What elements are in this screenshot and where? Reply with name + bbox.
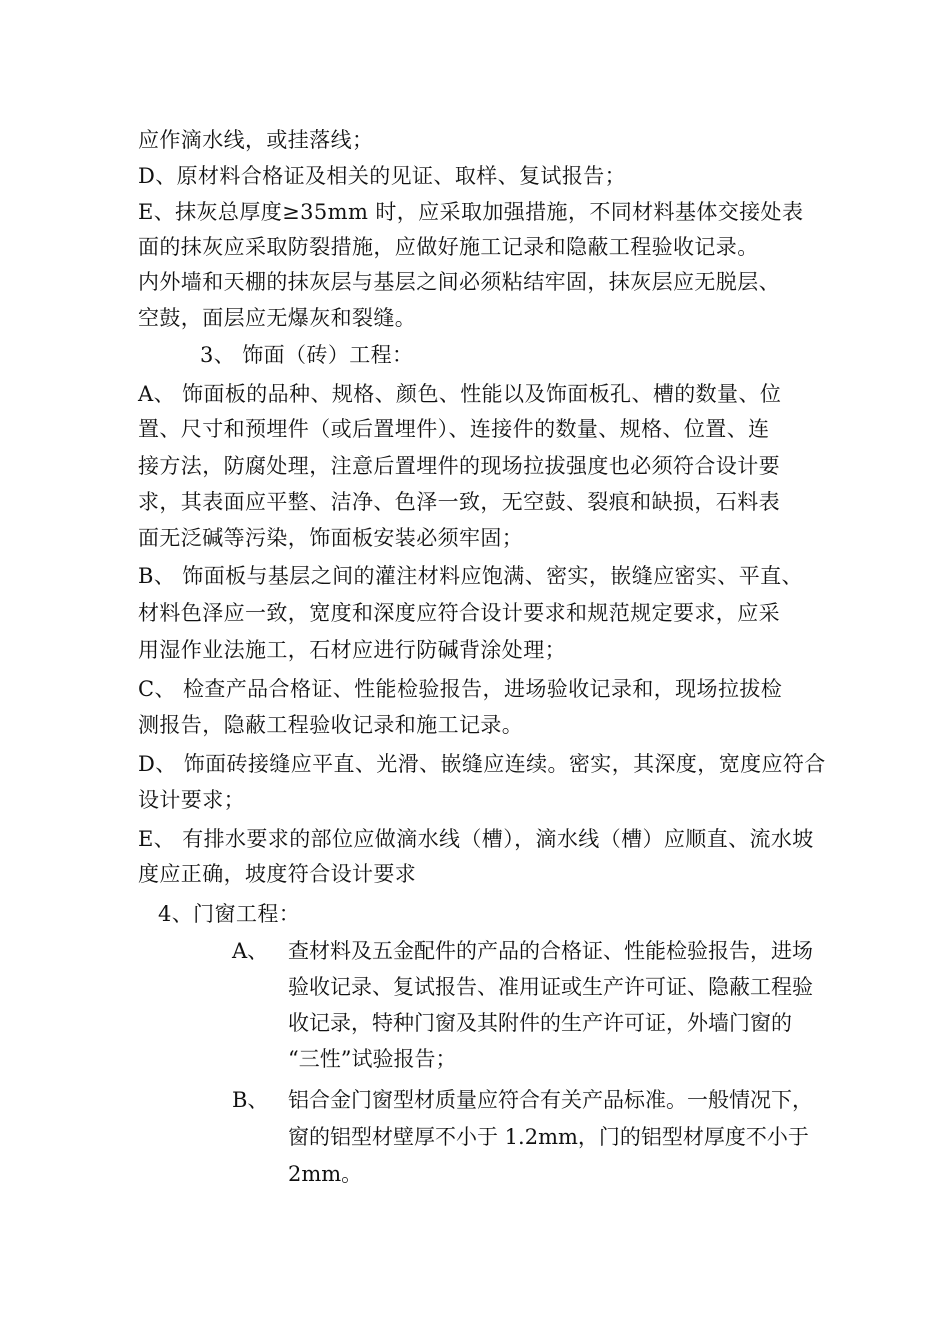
paragraph-line: 空鼓，面层应无爆灰和裂缝。 (138, 306, 417, 330)
paragraph-line: 面的抹灰应采取防裂措施，应做好施工记录和隐蔽工程验收记录。 (138, 235, 759, 259)
item-line: 查材料及五金配件的产品的合格证、性能检验报告，进场 (288, 939, 813, 963)
item-marker: A、 (232, 939, 269, 963)
paragraph-line: 求，其表面应平整、洁净、色泽一致，无空鼓、裂痕和缺损，石料表 (138, 490, 780, 514)
paragraph-line: C、 检查产品合格证、性能检验报告，进场验收记录和，现场拉拔检 (138, 677, 783, 701)
paragraph-line: E、抹灰总厚度≥35mm 时，应采取加强措施，不同材料基体交接处表 (138, 200, 804, 224)
paragraph-line: D、 饰面砖接缝应平直、光滑、嵌缝应连续。密实，其深度，宽度应符合 (138, 752, 826, 776)
paragraph-line: A、 饰面板的品种、规格、颜色、性能以及饰面板孔、槽的数量、位 (138, 382, 782, 406)
item-line: 收记录，特种门窗及其附件的生产许可证，外墙门窗的 (288, 1011, 792, 1035)
item-marker: B、 (232, 1088, 269, 1112)
section-heading: 3、 饰面（砖）工程： (200, 343, 414, 367)
paragraph-line: 应作滴水线，或挂落线； (138, 128, 374, 152)
paragraph-line: 材料色泽应一致，宽度和深度应符合设计要求和规范规定要求，应采 (138, 601, 780, 625)
paragraph-line: 接方法，防腐处理，注意后置埋件的现场拉拔强度也必须符合设计要 (138, 454, 780, 478)
paragraph-line: 测报告，隐蔽工程验收记录和施工记录。 (138, 713, 524, 737)
item-line: 验收记录、复试报告、准用证或生产许可证、隐蔽工程验 (288, 975, 813, 999)
paragraph-line: E、 有排水要求的部位应做滴水线（槽），滴水线（槽）应顺直、流水坡 (138, 827, 814, 851)
item-line: “三性”试验报告； (288, 1047, 457, 1071)
paragraph-line: B、 饰面板与基层之间的灌注材料应饱满、密实，嵌缝应密实、平直、 (138, 564, 803, 588)
paragraph-line: 设计要求； (138, 788, 245, 812)
paragraph-line: 置、尺寸和预埋件（或后置埋件）、连接件的数量、规格、位置、连 (138, 417, 770, 441)
item-line: 铝合金门窗型材质量应符合有关产品标准。一般情况下， (288, 1088, 813, 1112)
section-heading: 4、门窗工程： (158, 902, 301, 926)
item-line: 窗的铝型材壁厚不小于 1.2mm，门的铝型材厚度不小于 (288, 1125, 809, 1149)
paragraph-line: 内外墙和天棚的抹灰层与基层之间必须粘结牢固，抹灰层应无脱层、 (138, 270, 780, 294)
item-line: 2mm。 (288, 1162, 363, 1186)
paragraph-line: D、原材料合格证及相关的见证、取样、复试报告； (138, 164, 627, 188)
paragraph-line: 用湿作业法施工，石材应进行防碱背涂处理； (138, 638, 566, 662)
paragraph-line: 面无泛碱等污染，饰面板安装必须牢固； (138, 526, 524, 550)
paragraph-line: 度应正确，坡度符合设计要求 (138, 862, 417, 886)
